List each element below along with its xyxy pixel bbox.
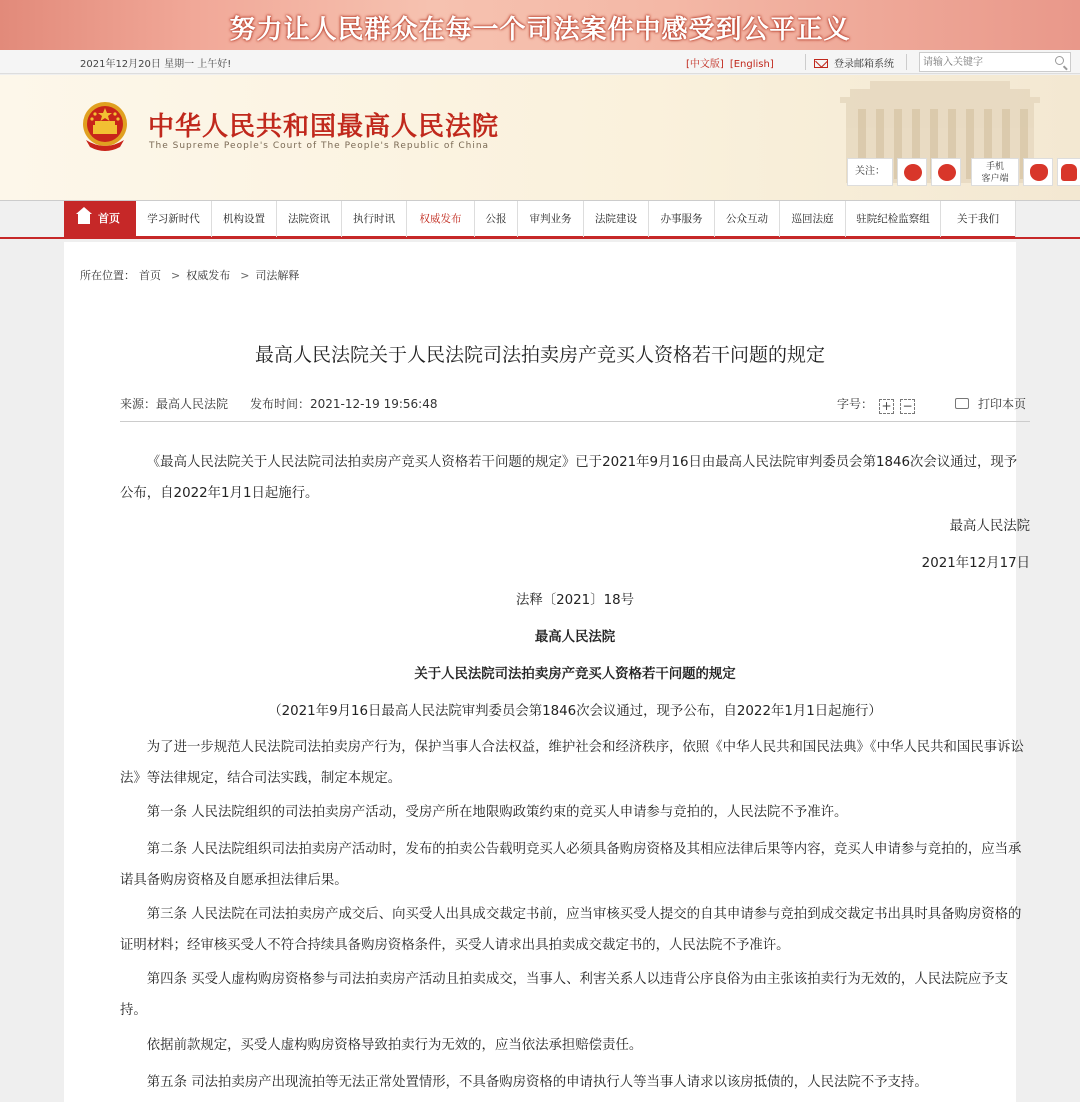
- print-icon: [955, 398, 969, 409]
- nav-item-about[interactable]: 关于我们: [941, 201, 1016, 237]
- article-4-paragraph-2: 依据前款规定，买受人虚构购房资格导致拍卖行为无效的，应当依法承担赔偿责任。: [146, 1038, 643, 1053]
- slogan-banner: [0, 0, 1080, 50]
- article-title: 最高人民法院关于人民法院司法拍卖房产竞买人资格若干问题的规定: [254, 344, 825, 366]
- document-number: 法释〔2021〕18号: [515, 593, 635, 608]
- font-decrease-button[interactable]: −: [900, 399, 915, 414]
- article-4: 第四条 买受人虚构购房资格参与司法拍卖房产活动且拍卖成交，当事人、利害关系人以违背公序良俗为由主张该拍卖行为无效的，人民法院应予支持。: [120, 972, 1009, 1018]
- article-meta: [120, 395, 437, 412]
- print-label: 打印本页: [978, 397, 1027, 411]
- print-button[interactable]: [955, 395, 1026, 412]
- mail-icon: [814, 59, 828, 68]
- language-switch: [686, 55, 780, 70]
- nav-item-circuit-court[interactable]: 巡回法庭: [780, 201, 846, 237]
- nav-home[interactable]: [64, 201, 136, 237]
- nav-item-court-news[interactable]: 法院资讯: [277, 201, 342, 237]
- nav-item-gazette[interactable]: 公报: [475, 201, 518, 237]
- site-name-cn: 中华人民共和国最高人民法院: [148, 112, 500, 142]
- divider: [805, 54, 806, 70]
- banner-slogan: 努力让人民群众在每一个司法案件中感受到公平正义: [229, 15, 851, 45]
- follow-label: 关注：: [847, 158, 893, 186]
- font-increase-button[interactable]: +: [879, 399, 894, 414]
- mobile-label-line2: 客户端: [981, 174, 1009, 184]
- intro-paragraph: 《最高人民法院关于人民法院司法拍卖房产竞买人资格若干问题的规定》已于2021年9月16日由最高人民法院审判委员会第1846次会议通过，现予公布，自2022年1月1日起施行。: [120, 455, 1018, 501]
- article-2: 第二条 人民法院组织司法拍卖房产活动时，发布的拍卖公告载明竞买人必须具备购房资格及其相应法律后果等内容，竞买人申请参与竞拍的，应当承诺具备购房资格及自愿承担法律后果。: [120, 842, 1022, 888]
- nav-item-organization[interactable]: 机构设置: [212, 201, 277, 237]
- issuer: 最高人民法院: [534, 630, 616, 645]
- apple-icon[interactable]: [1023, 158, 1053, 186]
- font-size-control: [837, 395, 915, 414]
- font-size-label: 字号：: [837, 397, 874, 411]
- lang-english-link[interactable]: [English]: [729, 59, 774, 70]
- article-3: 第三条 人民法院在司法拍卖房产成交后、向买受人出具成交裁定书前，应当审核买受人提交的自其申请参与竞拍到成交裁定书出具时具备购房资格的证明材料；经审核买受人不符合持续具备购房资格条件，买受人请求出具拍卖成交裁定书的，人民法院不予准许。: [120, 907, 1022, 953]
- follow-bar: [847, 158, 1080, 186]
- signer: 最高人民法院: [949, 519, 1030, 534]
- document-subtitle: 关于人民法院司法拍卖房产竞买人资格若干问题的规定: [414, 667, 736, 682]
- home-icon: [78, 213, 90, 224]
- divider: [906, 54, 907, 70]
- divider: [120, 421, 1030, 422]
- preamble: 为了进一步规范人民法院司法拍卖房产行为，保护当事人合法权益，维护社会和经济秩序，依照《中华人民共和国民法典》《中华人民共和国民事诉讼法》等法律规定，结合司法实践，制定本规定。: [120, 740, 1024, 786]
- nav-item-enforcement-news[interactable]: 执行时讯: [342, 201, 407, 237]
- nav-item-study[interactable]: 学习新时代: [136, 201, 212, 237]
- breadcrumb-label: 所在位置：: [80, 269, 135, 282]
- sign-date: 2021年12月17日: [921, 556, 1030, 571]
- lang-chinese-link[interactable]: [中文版]: [686, 59, 724, 70]
- national-emblem-icon: [80, 100, 130, 154]
- mail-login-label: 登录邮箱系统: [834, 59, 894, 70]
- nav-item-court-building[interactable]: 法院建设: [584, 201, 649, 237]
- adoption-note: （2021年9月16日最高人民法院审判委员会第1846次会议通过，现予公布，自2022年1月1日起施行）: [268, 704, 882, 719]
- search-input[interactable]: [920, 53, 1048, 71]
- breadcrumb: [80, 267, 303, 283]
- search-icon[interactable]: [1055, 56, 1064, 65]
- search-box: [919, 52, 1071, 72]
- top-bar: [0, 50, 1080, 74]
- breadcrumb-sep: >: [171, 269, 181, 282]
- nav-item-trial[interactable]: 审判业务: [518, 201, 584, 237]
- breadcrumb-judicial-interpretation[interactable]: 司法解释: [255, 269, 300, 282]
- nav-item-interaction[interactable]: 公众互动: [715, 201, 780, 237]
- weibo-icon[interactable]: [897, 158, 927, 186]
- android-icon[interactable]: [1057, 158, 1080, 186]
- article-published: 发布时间：2021-12-19 19:56:48: [250, 397, 438, 411]
- site-name-en: The Supreme People's Court of The People's Republic of China: [149, 141, 490, 151]
- mobile-client-link[interactable]: [971, 158, 1019, 186]
- mail-login-link[interactable]: [814, 55, 894, 70]
- wechat-icon[interactable]: [931, 158, 961, 186]
- article-1: 第一条 人民法院组织的司法拍卖房产活动，受房产所在地限购政策约束的竞买人申请参与竞拍的，人民法院不予准许。: [146, 805, 848, 820]
- nav-item-services[interactable]: 办事服务: [649, 201, 715, 237]
- site-header: [0, 75, 1080, 200]
- nav-item-releases[interactable]: 权威发布: [407, 201, 475, 237]
- current-date: 2021年12月20日 星期一 上午好!: [80, 59, 232, 70]
- nav-home-label: 首页: [98, 212, 120, 225]
- article-5: 第五条 司法拍卖房产出现流拍等无法正常处置情形，不具备购房资格的申请执行人等当事人请求以该房抵债的，人民法院不予支持。: [146, 1075, 928, 1090]
- main-nav: [0, 200, 1080, 239]
- breadcrumb-sep: >: [240, 269, 250, 282]
- article-source: 来源：最高人民法院: [120, 397, 229, 411]
- mobile-label-line1: 手机: [985, 162, 1004, 172]
- breadcrumb-releases[interactable]: 权威发布: [186, 269, 231, 282]
- breadcrumb-home[interactable]: 首页: [139, 269, 161, 282]
- nav-item-inspection[interactable]: 驻院纪检监察组: [846, 201, 941, 237]
